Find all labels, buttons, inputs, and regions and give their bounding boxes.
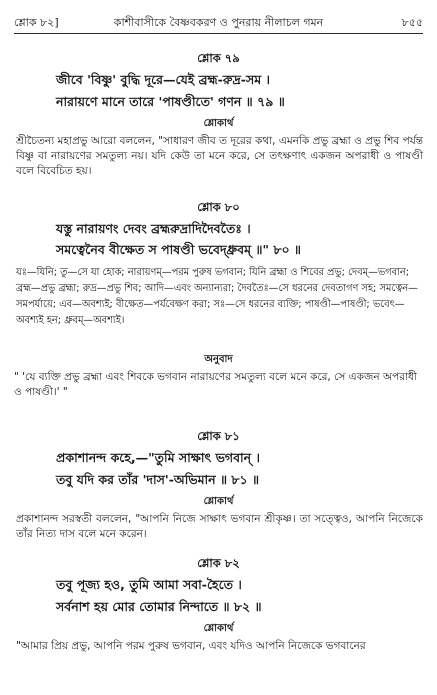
verse-80-anubad: " 'যে ব্যক্তি প্রভু ব্রহ্মা এবং শিবকে ভগবান নারায়ণের সমতুল্য বলে মনে করে, সে একজন অপরাধী ও পাষণ্ডী।' " bbox=[14, 371, 417, 398]
header-verse-ref: শ্লোক ৮২] bbox=[14, 16, 59, 29]
verse-81-translation: প্রকাশানন্দ সরস্বতী বললেন, "আপনি নিজে সাক্ষাৎ ভগবান শ্রীকৃষ্ণ। তা সত্ত্বেও, আপনি নিজেকে তাঁর নিত্য দাস বলে মনে করেন। bbox=[16, 513, 423, 540]
page-number: ৮৫৫ bbox=[401, 16, 423, 29]
header-chapter-title: কাশীবাসীকে বৈষ্ণবকরণ ও পুনরায় নীলাচল গমন bbox=[113, 16, 324, 29]
verse-82-translation-label: শ্লোকার্থ bbox=[203, 623, 234, 634]
verse-80-line-1: যস্তু নারায়ণং দেবং ব্রহ্মরুদ্রাদিদৈবতৈঃ । bbox=[56, 221, 251, 236]
verse-80-heading: শ্লোক ৮০ bbox=[197, 200, 240, 214]
verse-80-synonyms: যঃ—যিনি; তু—সে যা হোক; নারায়ণম্—পরম পুরুষ ভগবান; যিনি ব্রহ্মা ও শিবের প্রভু; দেবম্—ভগবান; ব্রহ্ম—প্রভু ব্রহ্মা; রুদ্র—প্রভু শিব; আদি—এবং অন্যান্যরা; দৈবতৈঃ—সে ধরনের দেবতাগণ সহ; সমত্বেন—সমপর্যায়ে; এব—অবশ্যই; বীক্ষেত—পর্যবেক্ষণ করা; সঃ—সে ধরনের ব্যক্তি; পাষণ্ডী—পাষণ্ডী; ভবেৎ—অবশ্যই হন; ধ্রুবম্—অবশ্যই। bbox=[16, 267, 418, 326]
verse-80-anubad-label: অনুবাদ bbox=[204, 354, 233, 365]
verse-81-translation-label: শ্লোকার্থ bbox=[203, 496, 234, 507]
verse-80-line-2: সমত্বেনৈব বীক্ষেত স পাষণ্ডী ভবেদ্ধ্রুবম্ ॥" ৮০ ॥ bbox=[56, 242, 302, 257]
verse-81-heading: শ্লোক ৮১ bbox=[197, 429, 240, 443]
verse-81-line-1: প্রকাশানন্দ কহে,—"তুমি সাক্ষাৎ ভগবান্ । bbox=[56, 450, 260, 465]
verse-79-translation-label: শ্লোকার্থ bbox=[203, 118, 234, 129]
verse-79-line-2: নারায়ণে মানে তারে 'পাষণ্ডীতে' গণন ॥ ৭৯ ॥ bbox=[56, 94, 285, 109]
verse-82-line-2: সর্বনাশ হয় মোর তোমার নিন্দাতে ॥ ৮২ ॥ bbox=[56, 599, 262, 614]
verse-79-line-1: জীবে 'বিষ্ণু' বুদ্ধি দূরে—যেই ব্রহ্ম-রুদ্র-সম । bbox=[56, 72, 270, 87]
running-header bbox=[14, 14, 423, 32]
verse-82-translation: "আমার প্রিয় প্রভু, আপনি পরম পুরুষ ভগবান, এবং যদিও আপনি নিজেকে ভগবানের bbox=[16, 640, 366, 652]
header-rule bbox=[14, 33, 423, 34]
verse-82-line-1: তবু পূজ্য হও, তুমি আমা সবা-হৈতে । bbox=[56, 577, 242, 592]
verse-82-heading: শ্লোক ৮২ bbox=[197, 556, 240, 570]
verse-79-heading: শ্লোক ৭৯ bbox=[197, 51, 240, 65]
verse-81-line-2: তবু যদি কর তাঁর 'দাস'-অভিমান ॥ ৮১ ॥ bbox=[56, 472, 260, 487]
verse-79-translation: শ্রীচৈতন্য মহাপ্রভু আরো বললেন, "সাধারণ জীব ত দূরের কথা, এমনকি প্রভু ব্রহ্মা ও প্রভু শিব পর্যন্ত বিষ্ণু বা নারায়ণের সমতুল্য নয়। যদি কেউ তা মনে করে, সে তৎক্ষণাৎ একজন অপরাধী ও পাষণ্ডী বলে বিবেচিত হয়। bbox=[16, 135, 423, 177]
